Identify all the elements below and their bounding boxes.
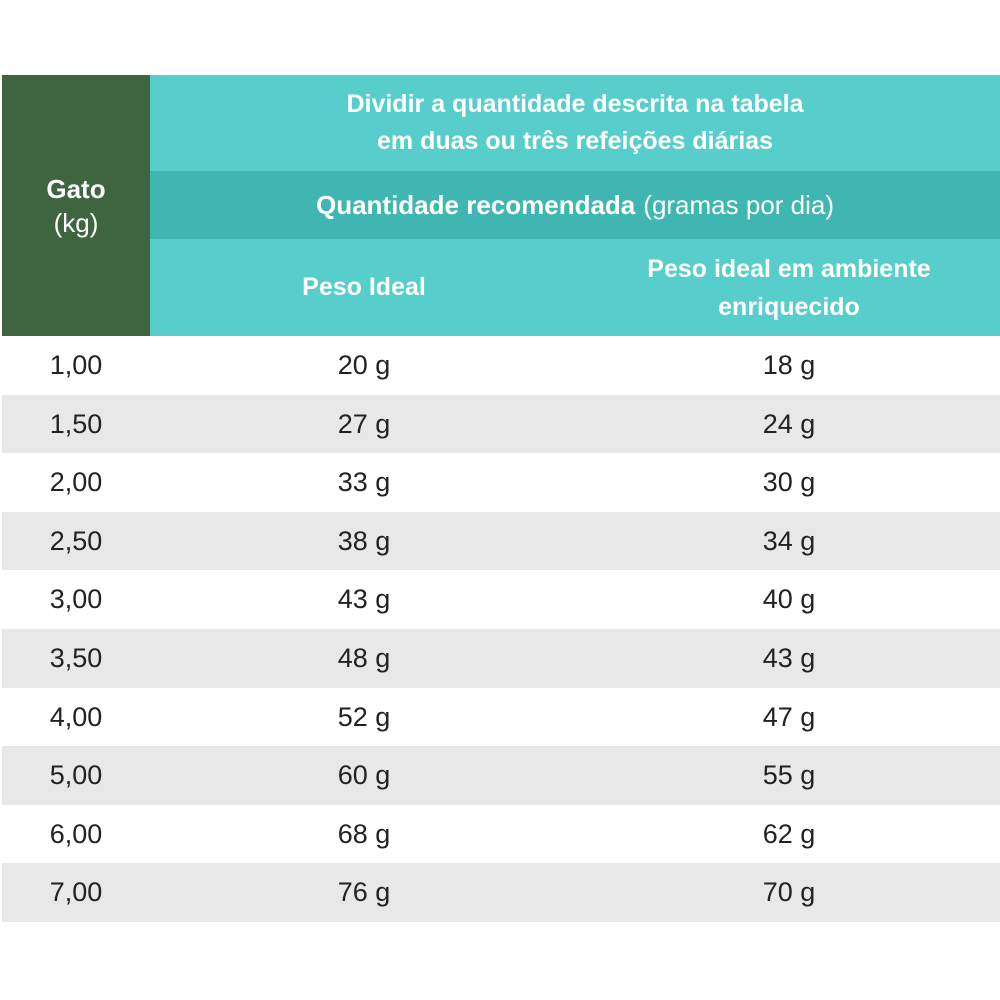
table-row	[2, 863, 1000, 922]
quantity-label: Quantidade recomendada	[315, 189, 636, 220]
feeding-table	[2, 75, 1000, 922]
cell-enriched: 30 g	[762, 467, 816, 498]
cell-ideal: 52 g	[337, 701, 391, 732]
cell-weight: 2,00	[49, 467, 103, 498]
table-header	[2, 75, 1000, 336]
cat-weight-title: Gato	[46, 173, 106, 204]
table-row	[2, 512, 1000, 571]
cell-weight: 6,00	[49, 818, 103, 849]
quantity-unit: (gramas por dia)	[643, 189, 835, 220]
cell-weight: 2,50	[49, 525, 103, 556]
cell-enriched: 24 g	[762, 408, 816, 439]
cell-weight: 5,00	[49, 760, 103, 791]
col-header-enriched: Peso ideal em ambiente enriquecido	[647, 254, 931, 321]
cell-enriched: 18 g	[762, 350, 816, 380]
cell-ideal: 68 g	[337, 818, 391, 849]
cell-ideal: 33 g	[337, 467, 391, 498]
column-headers	[150, 239, 1000, 336]
cell-weight: 1,00	[49, 350, 103, 380]
cell-enriched: 70 g	[762, 877, 816, 908]
table-body	[2, 336, 1000, 922]
col-header-ideal: Peso Ideal	[302, 273, 426, 301]
cell-ideal: 38 g	[337, 525, 391, 556]
table-row	[2, 395, 1000, 454]
table-row	[2, 629, 1000, 688]
cell-enriched: 55 g	[762, 760, 816, 791]
cell-weight: 1,50	[49, 408, 103, 439]
cell-weight: 3,00	[49, 584, 103, 615]
table-row	[2, 336, 1000, 395]
cell-enriched: 47 g	[762, 701, 816, 732]
table-row	[2, 570, 1000, 629]
table-row	[2, 688, 1000, 747]
cell-ideal: 27 g	[337, 408, 391, 439]
cell-ideal: 43 g	[337, 584, 391, 615]
table-row	[2, 453, 1000, 512]
instruction-band	[150, 75, 1000, 171]
cell-weight: 7,00	[49, 877, 103, 908]
cell-weight: 4,00	[49, 701, 103, 732]
cat-weight-header	[2, 75, 150, 336]
cell-enriched: 40 g	[762, 584, 816, 615]
table-row	[2, 805, 1000, 864]
cat-weight-unit: (kg)	[53, 207, 99, 238]
cell-enriched: 34 g	[762, 525, 816, 556]
quantity-band	[150, 171, 1000, 239]
cell-ideal: 20 g	[337, 350, 391, 380]
cell-enriched: 43 g	[762, 642, 816, 673]
cell-weight: 3,50	[49, 642, 103, 673]
cell-ideal: 76 g	[337, 877, 391, 908]
cell-ideal: 48 g	[337, 642, 391, 673]
instruction-text: Dividir a quantidade descrita na tabela em duas ou três refeições diárias	[346, 90, 804, 155]
cell-ideal: 60 g	[337, 760, 391, 791]
table-row	[2, 746, 1000, 805]
cell-enriched: 62 g	[762, 818, 816, 849]
